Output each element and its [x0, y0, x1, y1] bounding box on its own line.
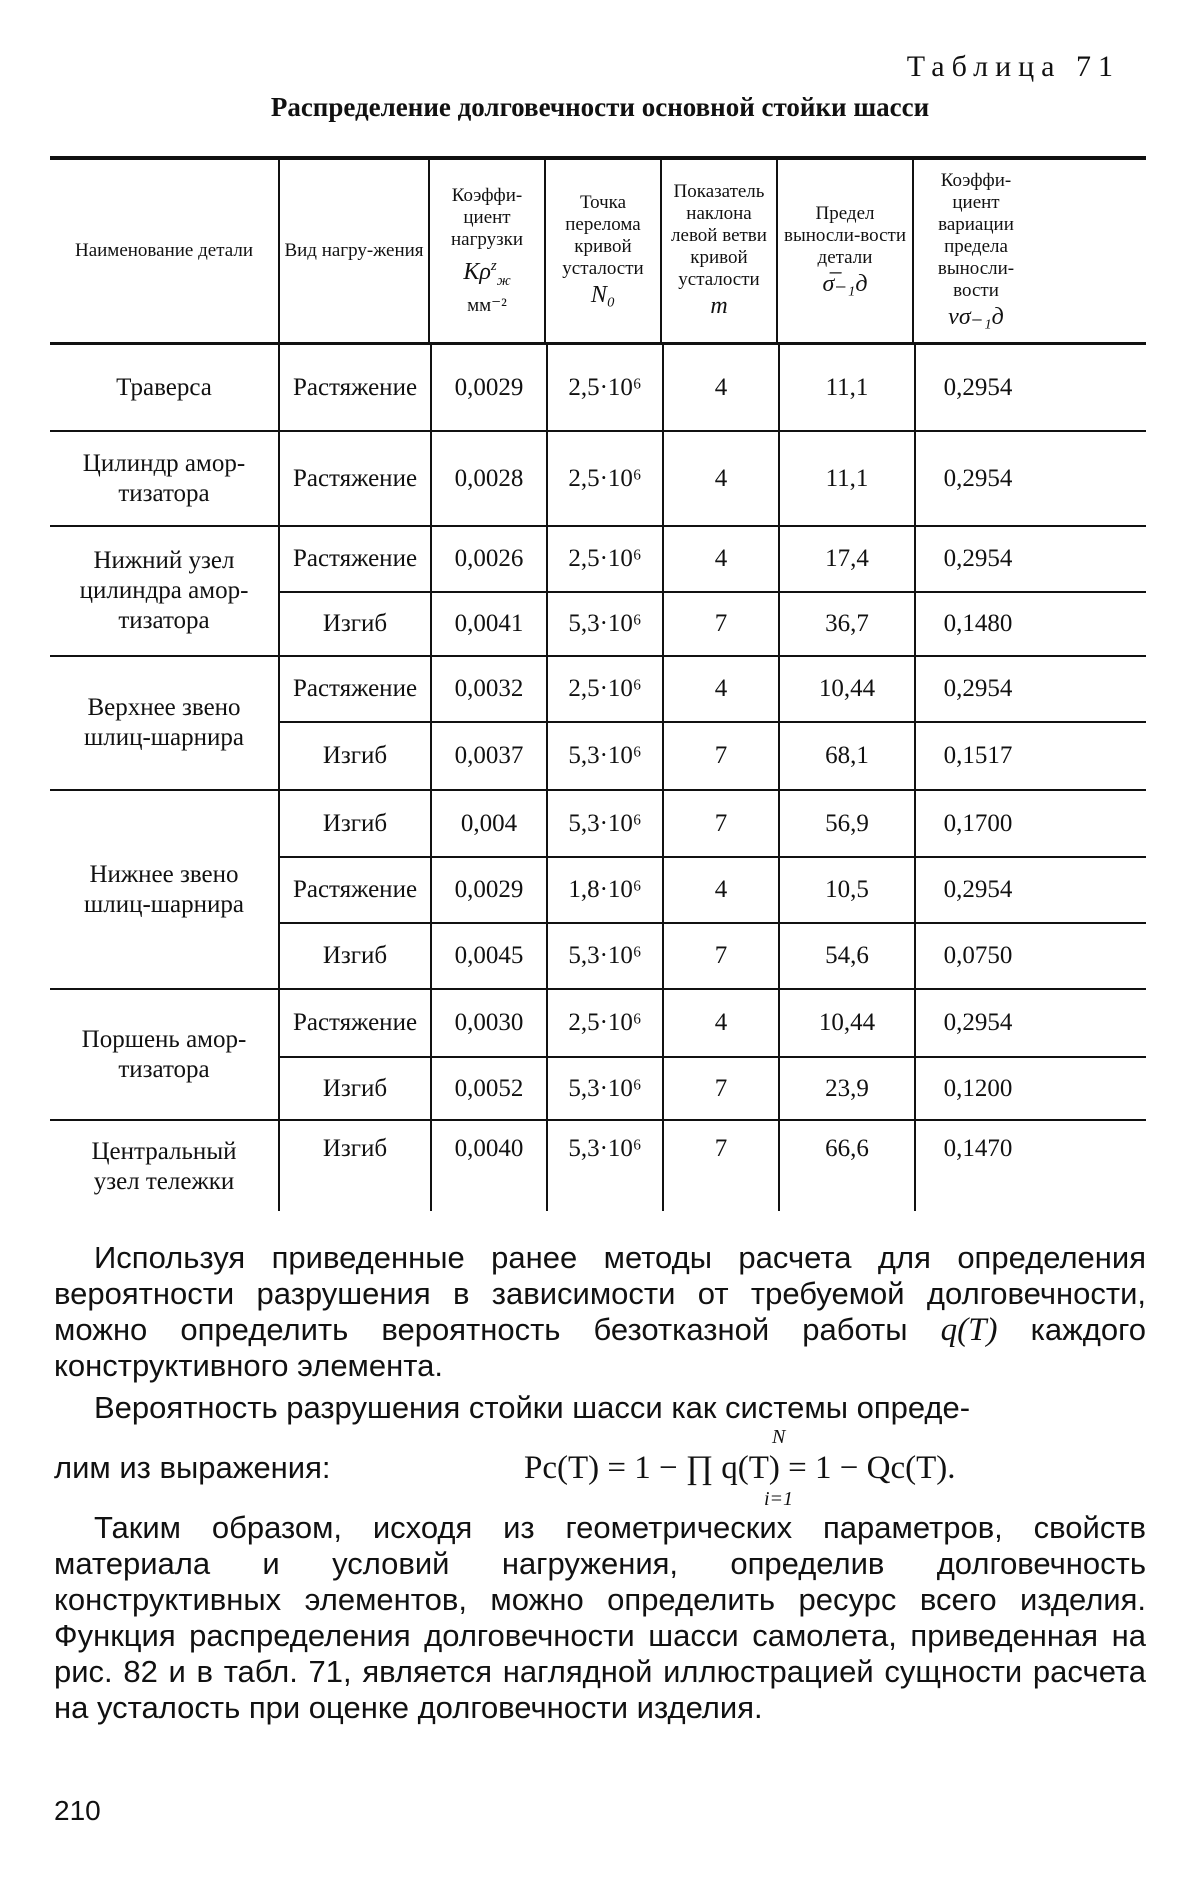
paragraph-1: Используя приведенные ранее методы расчета для определения вероятности разрушения в зависимости от требуемой долговечности, можно определить вероятность безотказной работы q(T) каждого конструктивного элемента. [54, 1240, 1147, 1383]
cell-limit: 11,1 [778, 345, 914, 430]
cell-k: 0,0045 [430, 924, 546, 988]
cell-n0: 5,3·10⁶ [546, 723, 662, 789]
table-row [280, 922, 1146, 988]
table-group [50, 527, 1146, 657]
cell-n0: 2,5·10⁶ [546, 527, 662, 591]
cell-limit: 66,6 [778, 1121, 914, 1211]
table-group [50, 657, 1146, 791]
part-name: Нижний узел цилиндра амор- тизатора [79, 547, 249, 634]
cell-var: 0,1517 [914, 723, 1040, 789]
part-name: Цилиндр амор- тизатора [82, 449, 246, 507]
table-row [280, 432, 1146, 525]
paragraph-3: Таким образом, исходя из геометрических параметров, свойств материала и условий нагружения, определив долговечность конструктивных элементов, можно определить ресурс всего изделия. Функция распределения долговечности шасси самолета, приведенная на рис. 82 и в табл. 71, является наглядной иллюстрацией сущности расчета на усталость при оценке долговечности изделия. [54, 1510, 1146, 1725]
cell-load: Изгиб [322, 742, 388, 769]
cell-load: Растяжение [292, 876, 418, 903]
table-row [280, 527, 1146, 591]
part-name: Траверса [116, 373, 212, 401]
cell-n0: 5,3·10⁶ [546, 924, 662, 988]
cell-load: Растяжение [292, 545, 418, 572]
table-row [280, 591, 1146, 655]
cell-limit: 17,4 [778, 527, 914, 591]
cell-k: 0,0029 [430, 858, 546, 922]
header-part: Наименование детали [74, 240, 253, 261]
table-row [280, 345, 1146, 430]
product-lower-limit: i=1 [764, 1488, 794, 1510]
cell-limit: 10,44 [778, 990, 914, 1056]
cell-var: 0,2954 [914, 432, 1040, 525]
cell-var: 0,1480 [914, 593, 1040, 655]
page-number: 210 [54, 1795, 101, 1826]
cell-var: 0,0750 [914, 924, 1040, 988]
cell-k: 0,0041 [430, 593, 546, 655]
cell-load: Растяжение [292, 373, 418, 401]
cell-m: 7 [662, 593, 778, 655]
cell-var: 0,2954 [914, 657, 1040, 721]
cell-n0: 5,3·10⁶ [546, 593, 662, 655]
cell-m: 4 [662, 527, 778, 591]
part-name: Нижнее звено шлиц-шарнира [83, 860, 244, 918]
cell-var: 0,1200 [914, 1058, 1040, 1119]
table-row [280, 990, 1146, 1056]
table-row [280, 791, 1146, 856]
cell-m: 4 [662, 858, 778, 922]
table-header [50, 160, 1146, 345]
header-slope: Показатель наклона левой ветви кривой усталости m [660, 160, 776, 342]
cell-limit: 54,6 [778, 924, 914, 988]
cell-k: 0,0028 [430, 432, 546, 525]
group-rows [278, 990, 1146, 1119]
cell-k: 0,0037 [430, 723, 546, 789]
cell-limit: 68,1 [778, 723, 914, 789]
cell-m: 4 [662, 657, 778, 721]
cell-var: 0,1470 [914, 1121, 1040, 1211]
cell-var: 0,2954 [914, 990, 1040, 1056]
header-load: Вид нагру-жения [278, 160, 428, 342]
group-rows [278, 527, 1146, 655]
group-rows [278, 345, 1146, 430]
cell-limit: 23,9 [778, 1058, 914, 1119]
cell-load: Изгиб [322, 1074, 388, 1102]
table-row [280, 856, 1146, 922]
cell-load: Растяжение [292, 464, 418, 492]
cell-load: Изгиб [322, 1135, 388, 1162]
cell-var: 0,2954 [914, 527, 1040, 591]
cell-n0: 2,5·10⁶ [546, 990, 662, 1056]
cell-limit: 10,5 [778, 858, 914, 922]
header-limit: Предел выносли-вости детали σ̅₋₁д [776, 160, 912, 342]
part-name: Верхнее звено шлиц-шарнира [83, 694, 244, 751]
cell-m: 4 [662, 990, 778, 1056]
group-rows [278, 432, 1146, 525]
table-body [50, 345, 1146, 1211]
header-variation: Коэффи-циент вариации предела выносли-вости vσ₋₁д [912, 160, 1038, 342]
cell-m: 7 [662, 723, 778, 789]
cell-load: Изгиб [322, 610, 388, 637]
table-row [280, 1056, 1146, 1119]
cell-var: 0,2954 [914, 345, 1040, 430]
formula-line [54, 1426, 1146, 1510]
cell-n0: 5,3·10⁶ [546, 1058, 662, 1119]
formula-expression: Pс(T) = 1 − ∏ q(T) = 1 − Qс(T). [524, 1450, 956, 1486]
cell-k: 0,0026 [430, 527, 546, 591]
cell-m: 4 [662, 432, 778, 525]
header-point: Точка перелома кривой усталости N₀ [544, 160, 660, 342]
group-rows [278, 657, 1146, 789]
cell-load: Изгиб [322, 809, 388, 837]
group-rows [278, 1121, 1146, 1211]
cell-limit: 10,44 [778, 657, 914, 721]
paragraph-2: Вероятность разрушения стойки шасси как системы опреде- [94, 1390, 971, 1425]
table-row [280, 1121, 1146, 1211]
cell-k: 0,0029 [430, 345, 546, 430]
table-group [50, 791, 1146, 990]
cell-limit: 11,1 [778, 432, 914, 525]
group-rows [278, 791, 1146, 988]
cell-k: 0,0040 [430, 1121, 546, 1211]
cell-k: 0,004 [430, 791, 546, 856]
durability-table [50, 156, 1146, 1211]
header-coef: Коэффи-циент нагрузки $K\rho^z_ж$ мм⁻² [428, 160, 544, 342]
table-title: Распределение долговечности основной стойки шасси [270, 92, 930, 122]
table-row [280, 721, 1146, 789]
cell-limit: 56,9 [778, 791, 914, 856]
cell-m: 7 [662, 791, 778, 856]
cell-k: 0,0052 [430, 1058, 546, 1119]
table-group [50, 345, 1146, 432]
cell-load: Изгиб [322, 942, 388, 969]
table-group [50, 990, 1146, 1121]
product-upper-limit: N [772, 1426, 786, 1448]
cell-var: 0,2954 [914, 858, 1040, 922]
formula-lead: лим из выражения: [54, 1450, 331, 1485]
cell-var: 0,1700 [914, 791, 1040, 856]
cell-n0: 2,5·10⁶ [546, 657, 662, 721]
cell-n0: 1,8·10⁶ [546, 858, 662, 922]
cell-m: 4 [662, 345, 778, 430]
cell-load: Растяжение [292, 675, 418, 702]
part-name: Поршень амор- тизатора [81, 1025, 247, 1083]
cell-n0: 5,3·10⁶ [546, 791, 662, 856]
cell-n0: 2,5·10⁶ [546, 432, 662, 525]
cell-m: 7 [662, 1121, 778, 1211]
cell-limit: 36,7 [778, 593, 914, 655]
part-name: Центральный узел тележки [91, 1138, 237, 1195]
cell-n0: 2,5·10⁶ [546, 345, 662, 430]
table-group [50, 432, 1146, 527]
cell-m: 7 [662, 924, 778, 988]
cell-k: 0,0030 [430, 990, 546, 1056]
table-group [50, 1121, 1146, 1211]
table-row [280, 657, 1146, 721]
cell-n0: 5,3·10⁶ [546, 1121, 662, 1211]
coef-symbol: $K\rho^z_ж$ [463, 257, 511, 289]
cell-m: 7 [662, 1058, 778, 1119]
table-label: Таблица 71 [906, 50, 1120, 83]
formula [524, 1426, 1124, 1510]
cell-k: 0,0032 [430, 657, 546, 721]
cell-load: Растяжение [292, 1009, 418, 1036]
